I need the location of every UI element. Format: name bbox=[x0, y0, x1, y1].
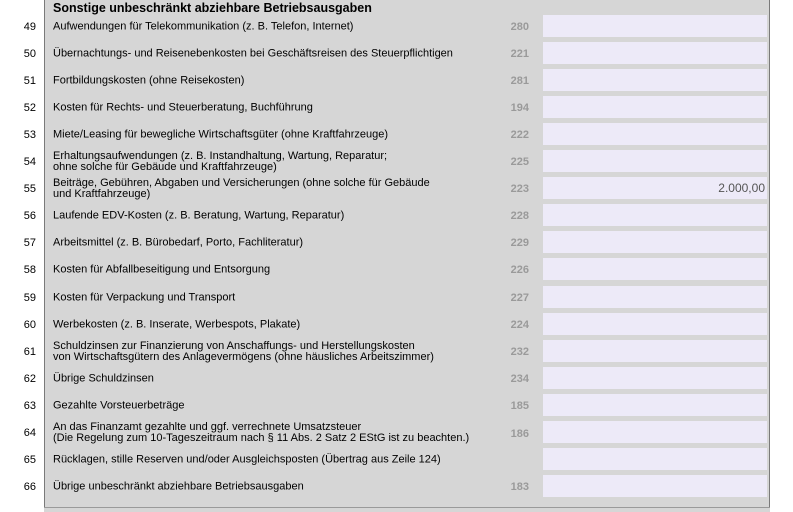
amount-input[interactable] bbox=[543, 421, 767, 443]
line-number: 59 bbox=[23, 291, 36, 304]
row-label: Übrige unbeschränkt abziehbare Betriebsausgaben bbox=[53, 480, 304, 492]
field-code: 222 bbox=[510, 128, 529, 141]
amount-input[interactable] bbox=[543, 42, 767, 64]
next-row-edge bbox=[44, 507, 770, 512]
amount-input[interactable] bbox=[543, 150, 767, 172]
line-number: 65 bbox=[23, 453, 36, 466]
row-label: Schuldzinsen zur Finanzierung von Anschaffungs- und Herstellungskosten von Wirtschaftsgütern des Anlagevermögens (ohne häusliches Arbeitszimmer) bbox=[53, 339, 434, 363]
amount-input[interactable] bbox=[543, 69, 767, 91]
field-code: 183 bbox=[510, 480, 529, 493]
form-row bbox=[0, 338, 793, 365]
line-number: 49 bbox=[23, 20, 36, 33]
form-row bbox=[0, 13, 793, 40]
amount-input[interactable] bbox=[543, 475, 767, 497]
form-row bbox=[0, 284, 793, 311]
field-code: 228 bbox=[510, 209, 529, 222]
line-number: 56 bbox=[23, 209, 36, 222]
line-number: 53 bbox=[23, 128, 36, 141]
amount-input[interactable] bbox=[543, 15, 767, 37]
line-number: 57 bbox=[23, 236, 36, 249]
line-number: 50 bbox=[23, 47, 36, 60]
form-row bbox=[0, 311, 793, 338]
row-label: Kosten für Verpackung und Transport bbox=[53, 291, 236, 303]
row-label: Gezahlte Vorsteuerbeträge bbox=[53, 399, 185, 411]
line-number: 66 bbox=[23, 480, 36, 493]
line-number: 61 bbox=[23, 345, 36, 358]
form-row bbox=[0, 121, 793, 148]
form-row bbox=[0, 419, 793, 446]
row-label: Werbekosten (z. B. Inserate, Werbespots, Plakate) bbox=[53, 318, 301, 330]
row-label: Kosten für Rechts- und Steuerberatung, Buchführung bbox=[53, 101, 313, 113]
row-label: Übrige Schuldzinsen bbox=[53, 372, 154, 384]
field-code: 232 bbox=[510, 345, 529, 358]
row-label: Fortbildungskosten (ohne Reisekosten) bbox=[53, 74, 245, 86]
line-number: 62 bbox=[23, 372, 36, 385]
row-label: Arbeitsmittel (z. B. Bürobedarf, Porto, Fachliteratur) bbox=[53, 236, 304, 248]
field-code: 229 bbox=[510, 236, 529, 249]
field-code: 186 bbox=[510, 428, 529, 440]
amount-input[interactable] bbox=[543, 286, 767, 308]
form-row bbox=[0, 365, 793, 392]
line-number: 58 bbox=[23, 263, 36, 276]
line-number: 63 bbox=[23, 399, 36, 412]
form-row bbox=[0, 40, 793, 67]
amount-input[interactable] bbox=[543, 448, 767, 470]
field-code: 194 bbox=[510, 101, 529, 114]
row-label: Miete/Leasing für bewegliche Wirtschaftsgüter (ohne Kraftfahrzeuge) bbox=[53, 128, 389, 140]
amount-input[interactable] bbox=[543, 258, 767, 280]
line-number: 60 bbox=[23, 318, 36, 331]
amount-input[interactable] bbox=[543, 340, 767, 362]
field-code: 226 bbox=[510, 263, 529, 276]
field-code: 227 bbox=[510, 291, 529, 304]
field-code: 281 bbox=[510, 74, 529, 87]
form-row bbox=[0, 175, 793, 202]
field-code: 223 bbox=[510, 182, 529, 195]
amount-input[interactable] bbox=[543, 231, 767, 253]
form-row bbox=[0, 94, 793, 121]
field-code: 221 bbox=[510, 47, 529, 60]
line-number: 54 bbox=[23, 155, 36, 168]
line-number: 51 bbox=[23, 74, 36, 87]
field-code: 224 bbox=[510, 318, 529, 331]
form-row bbox=[0, 473, 793, 500]
row-label: An das Finanzamt gezahlte und ggf. verrechnete Umsatzsteuer (Die Regelung zum 10-Tageszeitraum nach § 11 Abs. 2 Satz 2 EStG ist zu beachten.) bbox=[53, 420, 470, 444]
field-code: 280 bbox=[510, 20, 529, 33]
field-code: 225 bbox=[510, 155, 529, 168]
form-row bbox=[0, 446, 793, 473]
amount-input[interactable] bbox=[543, 313, 767, 335]
amount-input[interactable] bbox=[543, 394, 767, 416]
form-row bbox=[0, 392, 793, 419]
row-label: Laufende EDV-Kosten (z. B. Beratung, Wartung, Reparatur) bbox=[53, 209, 345, 221]
row-label: Kosten für Abfallbeseitigung und Entsorgung bbox=[53, 263, 271, 275]
field-code: 234 bbox=[510, 372, 529, 385]
row-label: Beiträge, Gebühren, Abgaben und Versicherungen (ohne solche für Gebäude und Kraftfahrzeuge) bbox=[53, 176, 430, 200]
row-label: Rücklagen, stille Reserven und/oder Ausgleichsposten (Übertrag aus Zeile 124) bbox=[53, 453, 441, 465]
form-row bbox=[0, 148, 793, 175]
row-label: Übernachtungs- und Reisenebenkosten bei Geschäftsreisen des Steuerpflichtigen bbox=[53, 47, 453, 59]
amount-input[interactable] bbox=[543, 204, 767, 226]
section-title: Sonstige unbeschränkt abziehbare Betriebsausgaben bbox=[53, 1, 372, 15]
form-row bbox=[0, 229, 793, 256]
amount-input[interactable] bbox=[543, 96, 767, 118]
row-label: Erhaltungsaufwendungen (z. B. Instandhaltung, Wartung, Reparatur; ohne solche für Gebäude und Kraftfahrzeuge) bbox=[53, 149, 388, 173]
line-number: 52 bbox=[23, 101, 36, 114]
amount-input[interactable] bbox=[543, 367, 767, 389]
amount-input[interactable] bbox=[543, 177, 767, 199]
line-number: 64 bbox=[23, 426, 36, 439]
line-number: 55 bbox=[23, 182, 36, 195]
form-row bbox=[0, 202, 793, 229]
field-code: 185 bbox=[510, 399, 529, 412]
form-row bbox=[0, 67, 793, 94]
row-label: Aufwendungen für Telekommunikation (z. B. Telefon, Internet) bbox=[53, 20, 354, 32]
form-row bbox=[0, 256, 793, 283]
amount-input[interactable] bbox=[543, 123, 767, 145]
